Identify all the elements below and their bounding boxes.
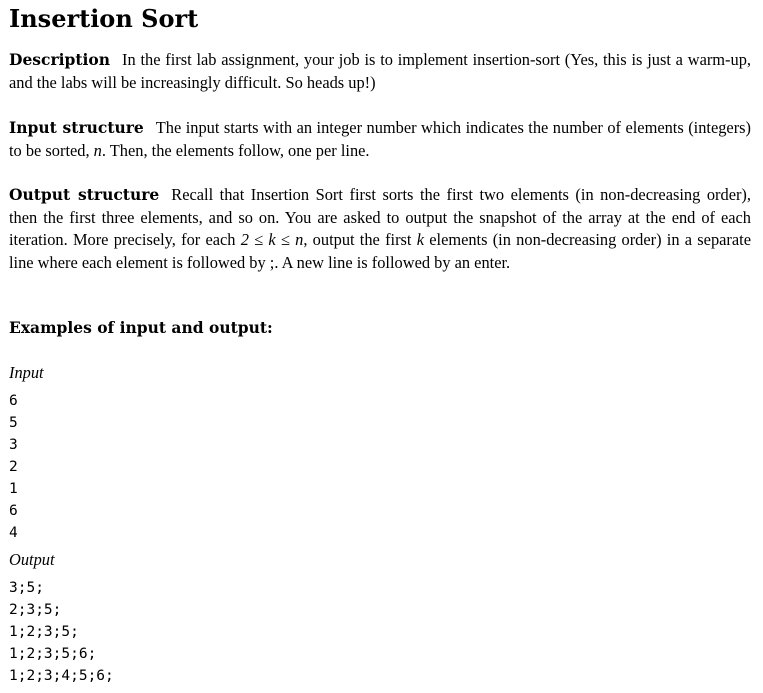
description-heading: Description (9, 50, 111, 69)
input-line: 4 (9, 525, 18, 541)
output-label: Output (9, 550, 55, 569)
n-symbol: n (93, 140, 102, 160)
input-structure-heading: Input structure (9, 118, 144, 137)
output-line: 1;2;3;5;6; (9, 646, 97, 662)
output-line: 2;3;5; (9, 602, 62, 618)
input-line: 5 (9, 415, 18, 431)
page-title: Insertion Sort (9, 4, 199, 33)
input-structure-paragraph (9, 117, 751, 162)
input-label: Input (9, 363, 44, 382)
input-line: 3 (9, 437, 18, 453)
output-structure-heading: Output structure (9, 185, 160, 204)
k-range-math: 2 ≤ k ≤ n (240, 230, 304, 249)
input-line: 2 (9, 459, 18, 475)
output-structure-paragraph (9, 184, 751, 274)
output-structure-text-2: , output the first (303, 230, 417, 249)
output-structure-text-1: Recall that Insertion Sort first sorts the first two elements (in non-decreasing order), then the first three elements, and so on. You are asked to output the snapshot of the array at the end of each iteration. More precisely, for each (9, 185, 751, 249)
input-line: 1 (9, 481, 18, 497)
input-structure-text-1: The input starts with an integer number which indicates the number of elements (integers) to be sorted, (9, 118, 751, 160)
k-symbol: k (416, 230, 424, 249)
description-paragraph (9, 49, 751, 94)
description-text: In the first lab assignment, your job is to implement insertion-sort (Yes, this is just a warm-up, and the labs will be increasingly difficult. So heads up!) (9, 50, 751, 92)
output-line: 3;5; (9, 580, 44, 596)
output-line: 1;2;3;5; (9, 624, 79, 640)
output-structure-text-3: elements (in non-decreasing order) in a separate line where each element is followed by ;. A new line is followed by an enter. (9, 230, 751, 272)
input-line: 6 (9, 393, 18, 409)
input-listing (9, 390, 18, 544)
examples-title: Examples of input and output: (9, 318, 273, 337)
input-structure-text-2: . Then, the elements follow, one per line. (101, 140, 370, 160)
input-line: 6 (9, 503, 18, 519)
output-line: 1;2;3;4;5;6; (9, 668, 114, 684)
output-listing (9, 577, 114, 687)
